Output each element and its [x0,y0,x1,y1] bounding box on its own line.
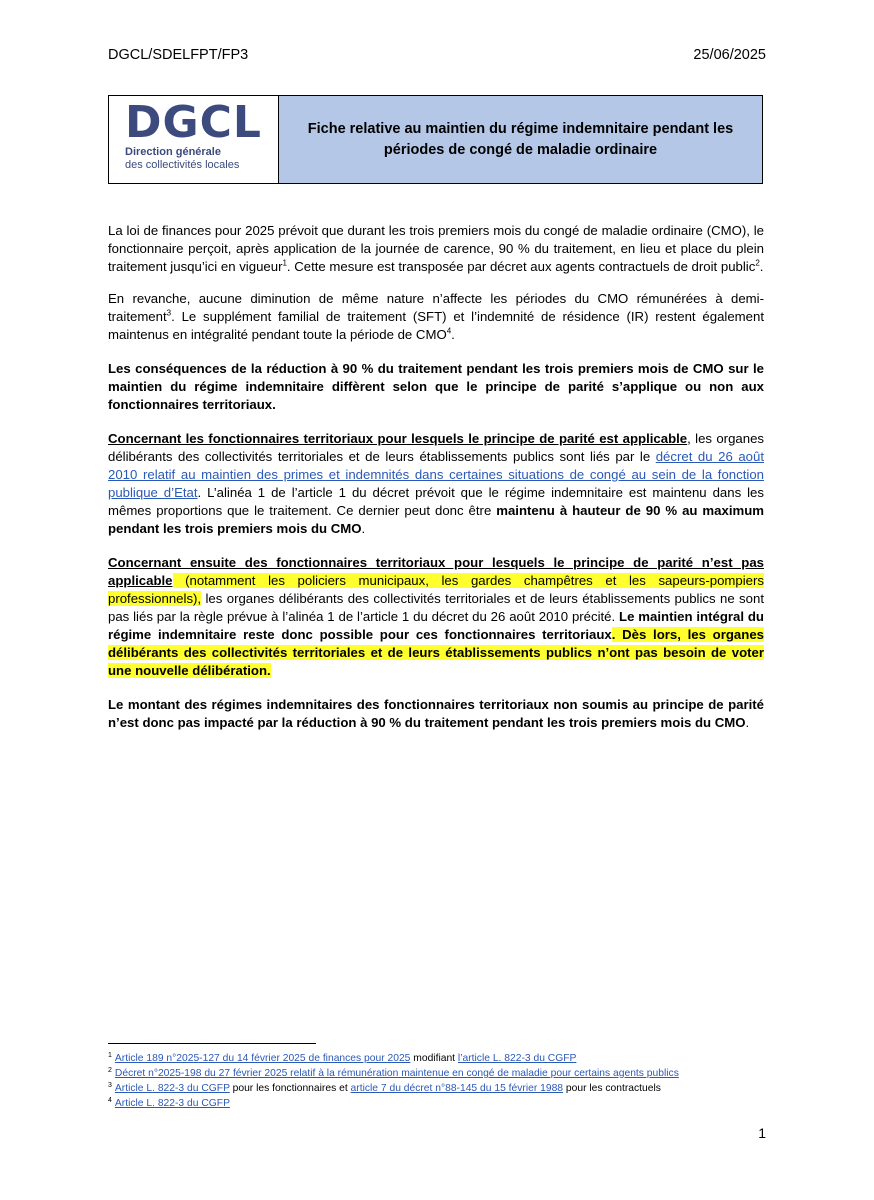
text: . L’alinéa 1 de l’article 1 du décret prévoit que le régime indemnitaire est maintenu dans les mêmes proportions que le traitement. Ce dernier peut donc être [108,485,764,518]
logo-mark: DGCL [125,97,262,148]
lead-text: Concernant les fonctionnaires territoriaux pour lesquels le principe de parité est applicable [108,431,688,446]
paragraph-conclusion [108,696,764,732]
footnote-separator [108,1043,316,1044]
title-block [108,95,763,184]
text: . [451,327,455,342]
document-title: Fiche relative au maintien du régime indemnitaire pendant les périodes de congé de maladie ordinaire [279,96,762,183]
paragraph-parite-applicable [108,430,764,538]
dgcl-logo [109,96,279,183]
footnote-4 [108,1096,768,1111]
footnote-number: 3 [108,1081,112,1089]
footnote-ref[interactable]: 2 [755,258,760,268]
paragraph-demi-traitement [108,290,764,344]
footnote-text: modifiant [410,1053,458,1064]
footnote-text: pour les contractuels [563,1083,661,1094]
text: . [759,259,764,274]
footnote-ref[interactable]: 4 [446,326,452,336]
paragraph-intro [108,222,764,276]
bold-text: Le montant des régimes indemnitaires des fonctionnaires territoriaux non soumis au principe de parité n’est donc pas impacté par la réduction à 90 % du traitement pendant les trois premiers mois du CMO [108,697,764,730]
text: En revanche, aucune diminution de même nature n’affecte les périodes du CMO rémunérées à demi-traitement [108,291,764,324]
footnote-link[interactable]: l’article L. 822-3 du CGFP [457,1053,577,1064]
text: . [745,715,750,730]
document-reference: DGCL/SDELFPT/FP3 [108,47,249,63]
bold-text: maintenu à hauteur de 90 % au maximum pendant les trois premiers mois du CMO [108,503,764,536]
highlighted-bold-text: . Dès lors, les organes délibérants des collectivités territoriales et de leurs établissements publics n’ont pas besoin de voter une nouvelle délibération. [108,627,764,678]
text: , les organes délibérants des collectivités territoriales et de leurs établissements publics sont liés par le [108,431,764,464]
footnote-link[interactable]: Article 189 n°2025-127 du 14 février 2025 de finances pour 2025 [114,1053,411,1064]
paragraph-consequences: Les conséquences de la réduction à 90 % du traitement pendant les trois premiers mois de CMO sur le maintien du régime indemnitaire diffèrent selon que le principe de parité s’applique ou non aux fonctionnaires territoriaux. [108,361,764,412]
footnote-1 [108,1051,768,1066]
paragraph-parite-non-applicable [108,554,764,680]
text: La loi de finances pour 2025 prévoit que durant les trois premiers mois du congé de maladie ordinaire (CMO), le fonctionnaire perçoit, après application de la journée de carence, 90 % du traitement, en lieu et place du plein traitement jusqu’ici en vigueur [108,223,764,274]
text: . [361,521,366,536]
highlighted-text: (notamment les policiers municipaux, les gardes champêtres et les sapeurs-pompiers professionnels), [108,573,764,606]
footnote-link[interactable]: Article L. 822-3 du CGFP [114,1098,230,1109]
footnote-3 [108,1081,768,1096]
footnote-number: 4 [108,1096,112,1104]
bold-text: Le maintien intégral du régime indemnitaire reste donc possible pour ces fonctionnaires territoriaux [108,609,764,642]
lead-text: Concernant ensuite des fonctionnaires territoriaux pour lesquels le principe de parité n’est pas applicable [108,555,764,588]
footnote-ref[interactable]: 1 [282,258,287,268]
footnote-text: pour les fonctionnaires et [229,1083,351,1094]
footnote-2 [108,1066,768,1081]
document-date: 25/06/2025 [693,47,766,63]
page-number: 1 [758,1125,766,1141]
footnote-link[interactable]: Article L. 822-3 du CGFP [114,1083,230,1094]
decret-link[interactable]: décret du 26 août 2010 relatif au maintien des primes et indemnités dans certaines situations de congé au sein de la fonction publique d’Etat [108,449,764,500]
footnote-link[interactable]: article 7 du décret n°88-145 du 15 février 1988 [350,1083,564,1094]
logo-line-2: des collectivités locales [125,159,240,171]
text: les organes délibérants des collectivités territoriales et de leurs établissements publics ne sont pas liés par la règle prévue à l’alinéa 1 de l’article 1 du décret du 26 août 2010 précité. [108,591,764,624]
text: . Cette mesure est transposée par décret aux agents contractuels de droit public [286,259,756,274]
footnote-link[interactable]: Décret n°2025-198 du 27 février 2025 relatif à la rémunération maintenue en congé de maladie pour certains agents publics [114,1068,679,1079]
footnote-ref[interactable]: 3 [166,308,172,318]
document-body [108,222,764,748]
footnote-number: 2 [108,1066,112,1074]
text: . Le supplément familial de traitement (SFT) et l’indemnité de résidence (IR) restent également maintenus en intégralité pendant toute la période de CMO [108,309,764,342]
footnote-number: 1 [108,1051,112,1059]
footnotes [108,1051,768,1111]
logo-line-1: Direction générale [125,146,221,158]
